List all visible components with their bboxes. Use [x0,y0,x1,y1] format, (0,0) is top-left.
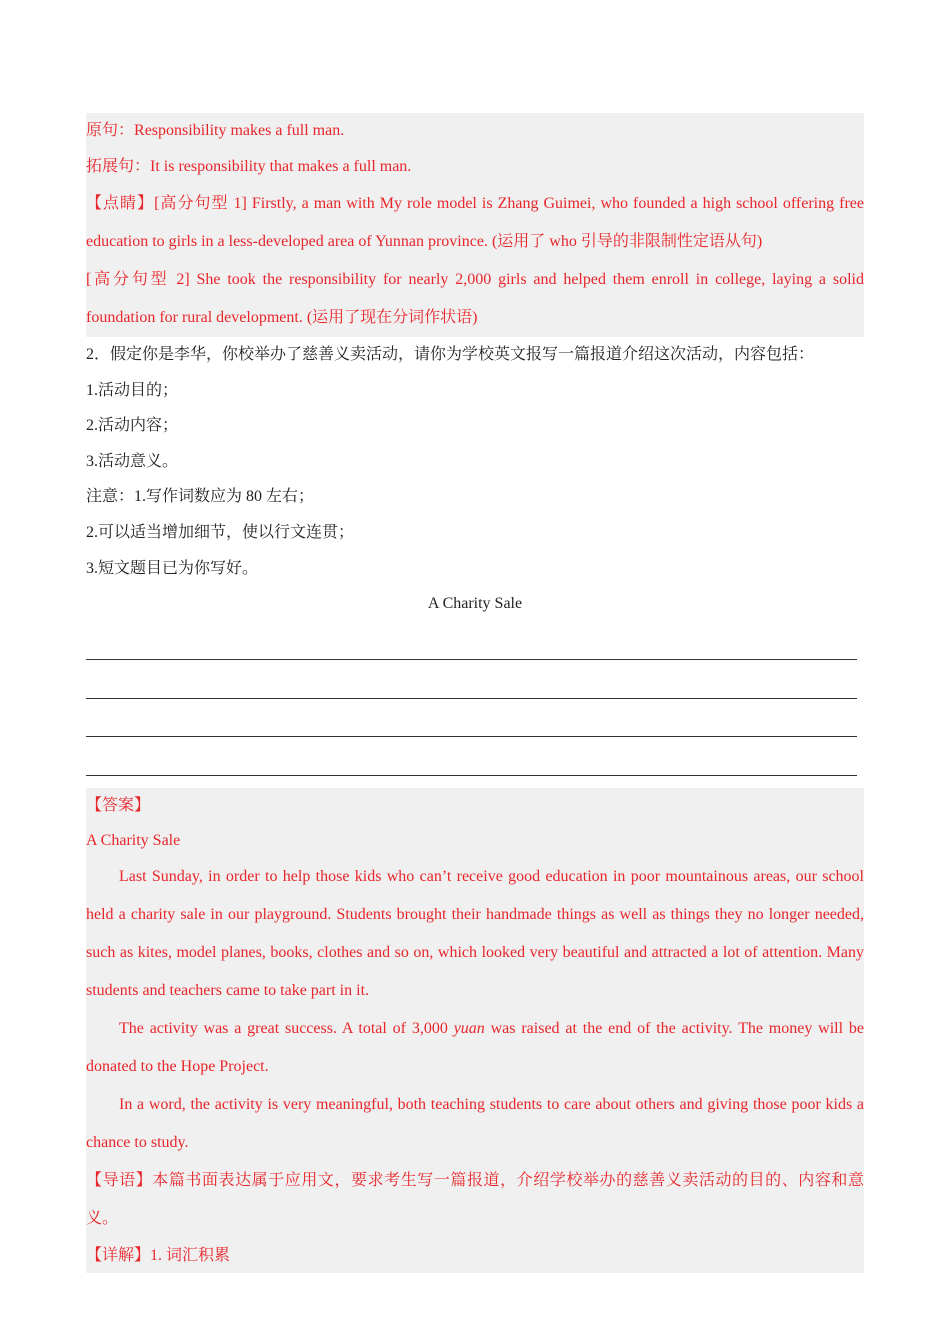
content-item: 1.活动目的； [86,381,179,399]
answer-block [86,788,864,1273]
writing-line [86,699,857,738]
answer-title: A Charity Sale [86,831,181,849]
question-stem: 2．假定你是李华，你校举办了慈善义卖活动，请你为学校英文报写一篇报道介绍这次活动，内容包括： [86,346,815,363]
daoyu-section: 【导语】本篇书面表达属于应用文，要求考生写一篇报道，介绍学校举办的慈善义卖活动的目的、内容和意义。 [86,1171,864,1227]
note-item: 2.可以适当增加细节，使以行文连贯； [86,523,355,541]
writing-line [86,737,857,776]
answer-paragraph-1: Last Sunday, in order to help those kids who can’t receive good education in poor mountainous areas, our school held a charity sale in our playground. Students brought their handmade things as well as things they no longer needed, such as kites, model planes, books, clothes and so on, which looked very beautiful and attracted a lot of attention. Many students and teachers came to take part in it. [86,867,864,999]
writing-line [86,622,857,661]
sentence-expansion-block [86,113,864,337]
question-block [86,337,864,776]
xiangjie-section: 【详解】1. 词汇积累 [86,1246,231,1264]
document-page [86,113,864,1273]
essay-title: A Charity Sale [427,595,523,613]
content-item: 2.活动内容； [86,417,179,435]
note-item: 注意：1.写作词数应为 80 左右； [86,488,315,506]
original-sentence: 原句：Responsibility makes a full man. [86,122,345,139]
answer-paragraph-2: The activity was a great success. A total of 3,000 yuan was raised at the end of the activity. The money will be donated to the Hope Project. [86,1019,865,1075]
answer-tag: 【答案】 [86,796,151,814]
content-item: 3.活动意义。 [86,452,179,470]
dianjing-sentence-2: [高分句型 2] She took the responsibility for nearly 2,000 girls and helped them enroll in college, laying a solid foundation for rural development. (运用了现在分词作状语) [86,271,864,326]
note-item: 3.短文题目已为你写好。 [86,559,259,577]
expanded-sentence: 拓展句：It is responsibility that makes a full man. [86,158,412,175]
answer-paragraph-3: In a word, the activity is very meaningful, both teaching students to care about others and giving those poor kids a chance to study. [86,1095,864,1151]
dianjing-sentence-1: 【点睛】[高分句型 1] Firstly, a man with My role model is Zhang Guimei, who founded a high school offering free education to girls in a less-developed area of Yunnan province. (运用了 who 引导的非限制性定语从句) [86,195,864,250]
writing-line [86,660,857,699]
